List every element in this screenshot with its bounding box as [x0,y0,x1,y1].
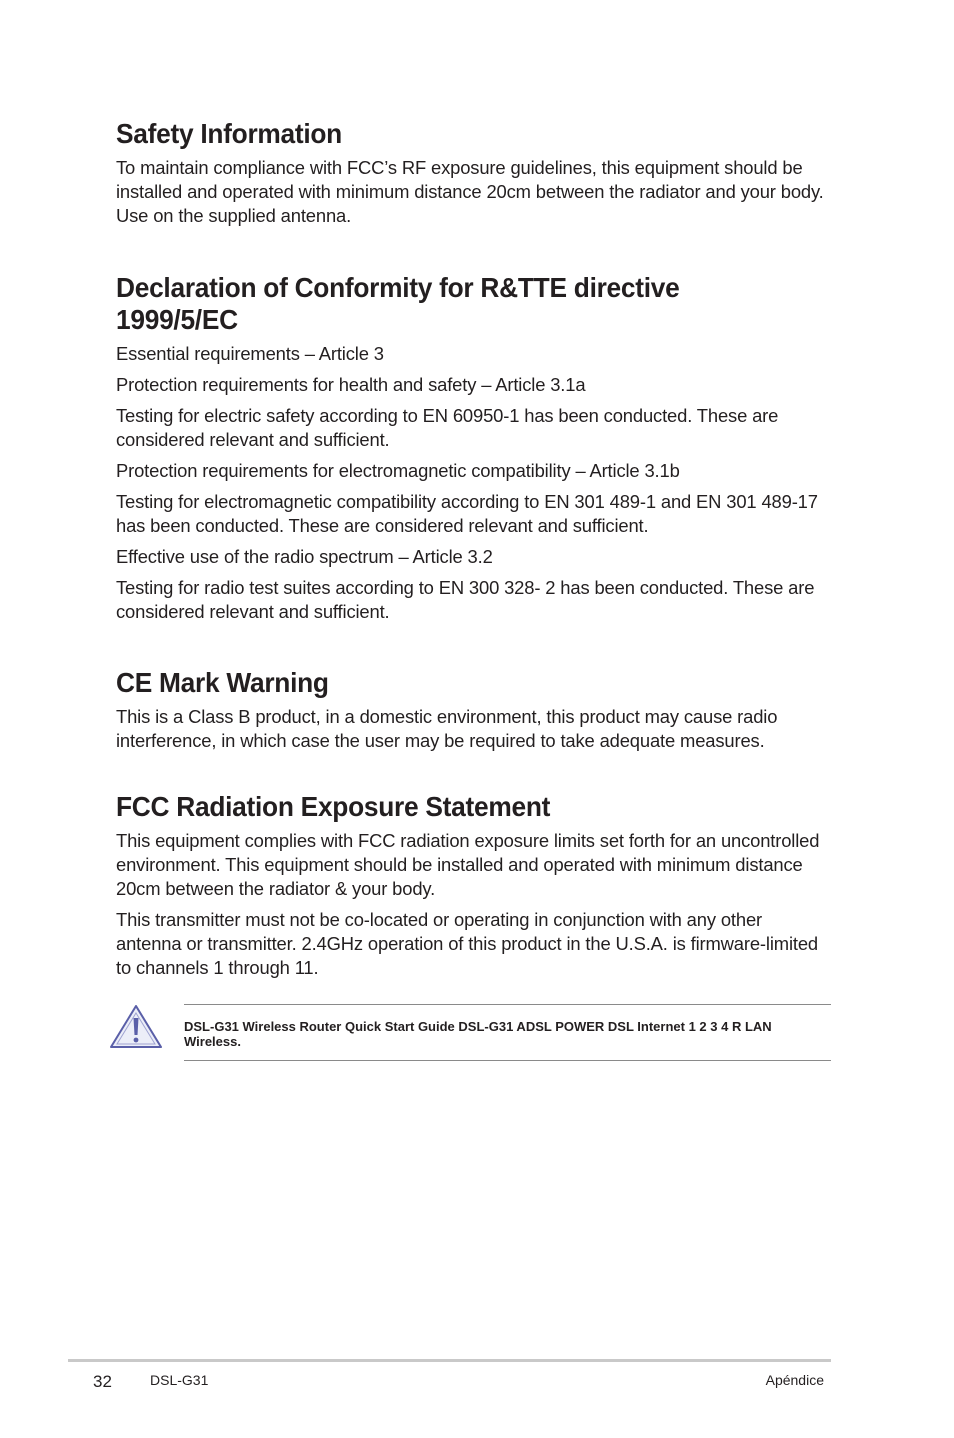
declaration-paragraph: Testing for electric safety according to EN 60950-1 has been conducted. These are considered relevant and sufficient. [116,405,779,450]
safety-section [116,118,832,228]
fcc-section [116,791,832,980]
fcc-paragraph: This transmitter must not be co-located or operating in conjunction with any other antenna or transmitter. 2.4GHz operation of this product in the U.S.A. is firmware-limited to channels 1 through 11. [116,909,819,978]
note-box [184,1004,831,1061]
safety-paragraph: To maintain compliance with FCC’s RF exposure guidelines, this equipment should be installed and operated with minimum distance 20cm between the radiator and your body. Use on the supplied antenna. [116,157,824,226]
warning-note [108,1004,832,1060]
declaration-paragraph: Effective use of the radio spectrum – Article 3.2 [116,546,493,567]
ce-mark-heading: CE Mark Warning [116,667,329,698]
ce-mark-section [116,667,832,753]
declaration-paragraph: Protection requirements for health and safety – Article 3.1a [116,374,586,395]
footer-model: DSL-G31 [150,1372,209,1388]
declaration-section [116,272,832,624]
declaration-paragraph: Testing for electromagnetic compatibility according to EN 301 489-1 and EN 301 489-17 has been conducted. These are considered relevant and sufficient. [116,491,818,536]
safety-heading: Safety Information [116,118,342,149]
page-number: 32 [93,1372,112,1391]
declaration-heading-line1: Declaration of Conformity for R&TTE directive [116,272,680,303]
fcc-paragraph: This equipment complies with FCC radiation exposure limits set forth for an uncontrolled environment. This equipment should be installed and operated with minimum distance 20cm between the radiator & your body. [116,830,820,899]
fcc-heading: FCC Radiation Exposure Statement [116,791,551,822]
footer-rule [68,1359,831,1362]
warning-triangle-icon [108,1004,164,1050]
declaration-paragraph: Testing for radio test suites according to EN 300 328- 2 has been conducted. These are considered relevant and sufficient. [116,577,815,622]
declaration-paragraph: Essential requirements – Article 3 [116,343,384,364]
document-body [116,118,832,987]
footer-section: Apéndice [765,1372,824,1388]
note-text: DSL-G31 Wireless Router Quick Start Guide DSL-G31 ADSL POWER DSL Internet 1 2 3 4 R LAN Wireless. [184,1019,772,1049]
ce-mark-paragraph: This is a Class B product, in a domestic environment, this product may cause radio interference, in which case the user may be required to take adequate measures. [116,706,778,751]
declaration-heading [116,272,830,336]
declaration-heading-line2: 1999/5/EC [116,304,238,335]
declaration-paragraph: Protection requirements for electromagnetic compatibility – Article 3.1b [116,460,680,481]
